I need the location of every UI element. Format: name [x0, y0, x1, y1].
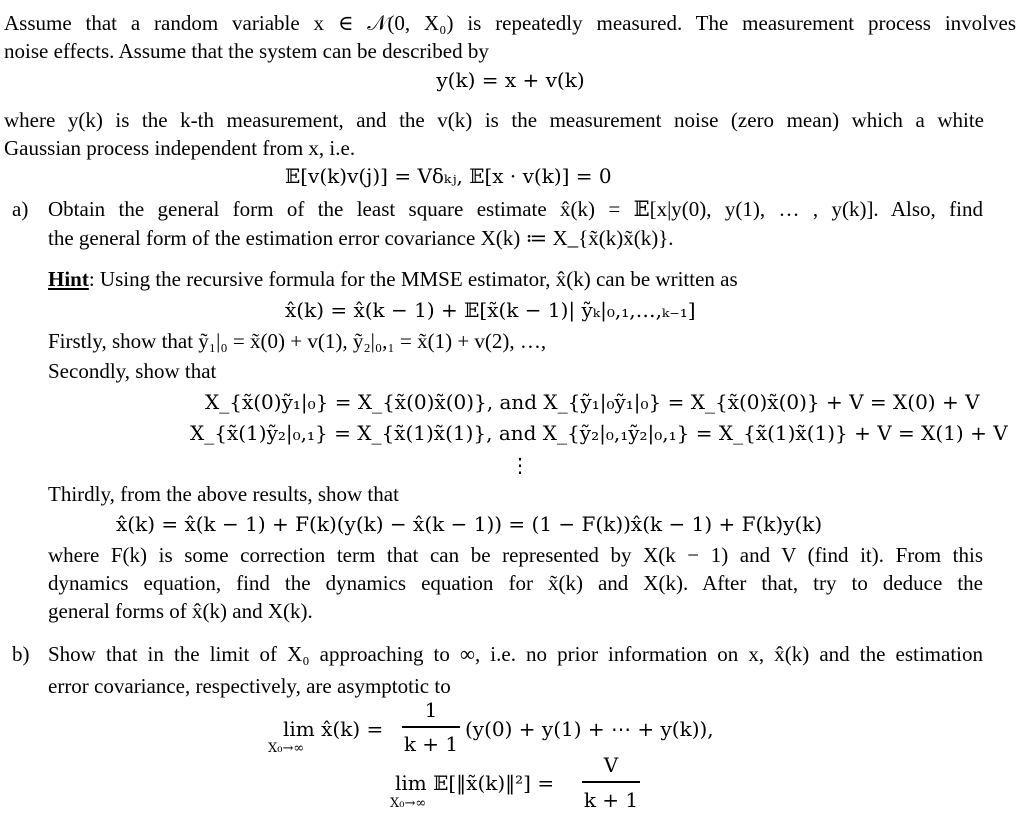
- vertical-ellipsis: ⋮: [510, 453, 530, 477]
- equation-noise-properties: 𝔼[v(k)v(j)] = Vδₖⱼ, 𝔼[x · v(k)] = 0: [285, 164, 612, 188]
- equation-covariance-1: X_{x̃(0)ỹ₁|₀} = X_{x̃(0)x̃(0)}, and X_{ỹ₁|₀ỹ₁|₀} = X_{x̃(0)x̃(0)} + V = X(0) + V: [205, 390, 980, 414]
- limit-2-denominator: k + 1: [583, 788, 639, 812]
- secondly-line: Secondly, show that: [48, 359, 217, 383]
- limit-1-numerator: 1: [424, 698, 438, 722]
- limit-1-rhs: (y(0) + y(1) + ⋯ + y(k)),: [465, 717, 714, 741]
- part-a-line-2: the general form of the estimation error covariance X(k) ≔ X_{x̃(k)x̃(k)}.: [48, 226, 674, 250]
- limit-1-lhs: lim x̂(k) =: [283, 717, 384, 741]
- part-b-line-1: Show that in the limit of X₀ approaching to ∞, i.e. no prior information on x, x̂(k) and the estimation: [48, 642, 983, 666]
- intro-line-4: Gaussian process independent from x, i.e.: [4, 136, 356, 160]
- intro-line-3: where y(k) is the k-th measurement, and the v(k) is the measurement noise (zero mean) which a white: [4, 108, 984, 132]
- equation-recursive-estimator: x̂(k) = x̂(k − 1) + 𝔼[x̃(k − 1)| ỹₖ|₀,₁,…,ₖ₋₁]: [285, 298, 696, 322]
- part-b-line-2: error covariance, respectively, are asymptotic to: [48, 674, 451, 698]
- equation-measurement-model: y(k) = x + v(k): [436, 68, 585, 92]
- part-a-label: a): [12, 197, 29, 221]
- limit-1-denominator: k + 1: [403, 732, 459, 756]
- limit-2-fraction-bar: [582, 781, 640, 783]
- hint-paragraph: [48, 269, 738, 290]
- part-a-line-1: Obtain the general form of the least square estimate x̂(k) = 𝔼[x|y(0), y(1), … , y(k)]. Also, find: [48, 197, 983, 221]
- limit-2-subscript: X₀→∞: [390, 796, 427, 811]
- limit-2-lhs: lim 𝔼[‖x̃(k)‖²] =: [395, 771, 555, 795]
- hint-label: Hint: [48, 267, 89, 291]
- limit-1-subscript: X₀→∞: [268, 741, 305, 756]
- equation-covariance-2: X_{x̃(1)ỹ₂|₀,₁} = X_{x̃(1)x̃(1)}, and X_{ỹ₂|₀,₁ỹ₂|₀,₁} = X_{x̃(1)x̃(1)} + V = X(1) + V: [190, 421, 1008, 445]
- intro-line-2: noise effects. Assume that the system can be described by: [4, 39, 489, 63]
- part-a-line-3: where F(k) is some correction term that can be represented by X(k − 1) and V (find it). From this: [48, 543, 983, 567]
- part-a-line-4: dynamics equation, find the dynamics equation for x̃(k) and X(k). After that, try to deduce the: [48, 571, 983, 595]
- limit-1-fraction-bar: [402, 726, 460, 728]
- firstly-line: Firstly, show that ỹ₁|₀ = x̃(0) + v(1), ỹ₂|₀,₁ = x̃(1) + v(2), …,: [48, 329, 547, 353]
- intro-line-1: Assume that a random variable x ∈ 𝒩(0, X₀) is repeatedly measured. The measurement process involves: [4, 11, 1016, 35]
- part-a-line-5: general forms of x̂(k) and X(k).: [48, 599, 313, 623]
- limit-2-numerator: V: [603, 753, 619, 777]
- equation-update: x̂(k) = x̂(k − 1) + F(k)(y(k) − x̂(k − 1)) = (1 − F(k))x̂(k − 1) + F(k)y(k): [116, 512, 823, 536]
- part-b-label: b): [12, 642, 30, 666]
- thirdly-line: Thirdly, from the above results, show that: [48, 482, 399, 506]
- hint-text: : Using the recursive formula for the MMSE estimator, x̂(k) can be written as: [88, 267, 738, 291]
